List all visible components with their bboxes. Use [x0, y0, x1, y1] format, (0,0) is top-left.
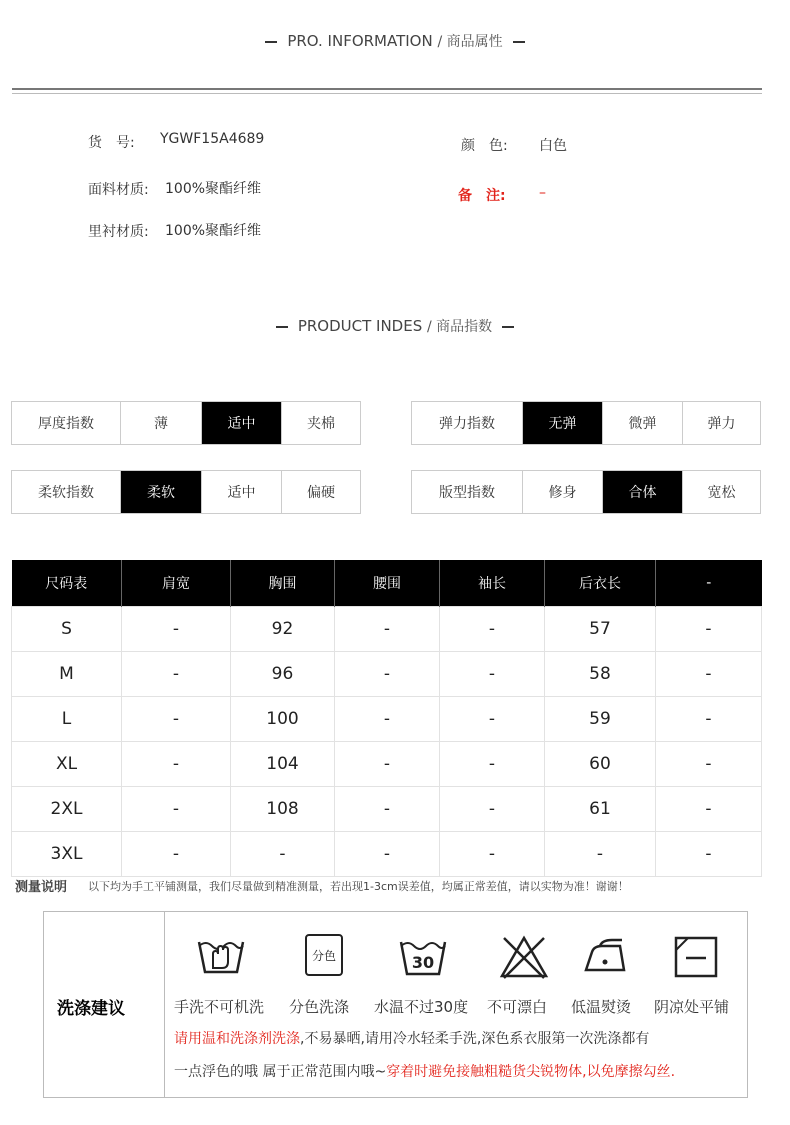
- item-no-label: 货 号:: [88, 135, 135, 151]
- divider: [164, 912, 165, 1097]
- wash-line2-red: 穿着时避免接触粗糙货尖锐物体,以免摩擦勾丝.: [386, 1064, 676, 1080]
- heading-en: PRODUCT INDES: [297, 317, 423, 335]
- column-header: 腰围: [335, 560, 440, 607]
- measure-note-text: 以下均为手工平铺测量，我们尽量做到精准测量，若出现1-3cm误差值，均属正常差值，请以实物为准！谢谢！: [88, 880, 629, 893]
- wash-30-badge: 30: [411, 953, 435, 972]
- heading-dash: [513, 41, 525, 43]
- table-cell: 3XL: [12, 832, 122, 877]
- wash-instructions-line1: [174, 1028, 649, 1048]
- wash-label: 不可漂白: [487, 998, 548, 1016]
- table-cell: 100: [231, 697, 335, 742]
- separate-color-badge: 分色: [305, 934, 343, 976]
- column-header: 袖长: [440, 560, 545, 607]
- wash-line1-black: ,不易暴晒,请用冷水轻柔手洗,深色系衣服第一次洗涤都有: [300, 1031, 650, 1047]
- divider: [12, 93, 762, 94]
- table-cell: -: [335, 607, 440, 652]
- remark-label: 备 注:: [458, 188, 506, 204]
- fit-option: 宽松: [707, 485, 736, 501]
- table-cell: -: [122, 607, 231, 652]
- table-row: [12, 652, 762, 697]
- heading-dash: [276, 326, 288, 328]
- wash-30-icon: [398, 934, 448, 980]
- table-row: [12, 607, 762, 652]
- no-bleach-icon: [499, 934, 549, 980]
- table-cell: -: [656, 652, 762, 697]
- thickness-option: 夹棉: [307, 416, 335, 432]
- table-row: [12, 742, 762, 787]
- column-header: 肩宽: [122, 560, 231, 607]
- wash-label: 水温不过30度: [374, 998, 469, 1016]
- column-header: 尺码表: [12, 560, 122, 607]
- column-header: 胸围: [231, 560, 335, 607]
- table-cell: 108: [231, 787, 335, 832]
- thickness-option: 薄: [121, 402, 202, 444]
- wash-label: 手洗不可机洗: [174, 998, 265, 1016]
- wash-line1-red: 请用温和洗涤剂洗涤: [174, 1031, 300, 1047]
- color-value: 白色: [539, 138, 567, 154]
- measure-note-title: 测量说明: [15, 880, 68, 895]
- elasticity-option: 弹力: [707, 416, 736, 432]
- table-cell: -: [656, 832, 762, 877]
- table-cell: 60: [545, 742, 656, 787]
- lining-label: 里衬材质:: [88, 224, 149, 240]
- elasticity-index: [411, 401, 761, 445]
- heading-dash: [265, 41, 277, 43]
- size-table-header: [12, 560, 762, 607]
- table-cell: -: [656, 742, 762, 787]
- table-cell: -: [122, 832, 231, 877]
- table-cell: 57: [545, 607, 656, 652]
- wash-title: 洗涤建议: [57, 994, 125, 1019]
- fit-index-label: 版型指数: [412, 471, 523, 513]
- thickness-index-label: 厚度指数: [12, 402, 121, 444]
- table-cell: M: [12, 652, 122, 697]
- table-cell: -: [440, 742, 545, 787]
- softness-option-selected: 柔软: [121, 471, 202, 513]
- elasticity-option: 微弹: [603, 402, 683, 444]
- table-cell: 104: [231, 742, 335, 787]
- heading-dash: [502, 326, 514, 328]
- table-cell: 59: [545, 697, 656, 742]
- wash-label: 阴凉处平铺: [654, 998, 730, 1016]
- color-label: 颜 色:: [461, 138, 508, 154]
- table-cell: XL: [12, 742, 122, 787]
- fabric-value: 100%聚酯纤维: [165, 181, 262, 197]
- elasticity-index-label: 弹力指数: [412, 402, 523, 444]
- table-cell: -: [440, 787, 545, 832]
- table-cell: -: [335, 832, 440, 877]
- table-cell: L: [12, 697, 122, 742]
- table-cell: -: [440, 832, 545, 877]
- fit-option: 修身: [523, 471, 603, 513]
- table-cell: 2XL: [12, 787, 122, 832]
- softness-index-label: 柔软指数: [12, 471, 121, 513]
- column-header: 后衣长: [545, 560, 656, 607]
- wash-label: 分色洗涤: [289, 998, 350, 1016]
- table-row: [12, 697, 762, 742]
- wash-instructions-line2: [174, 1061, 675, 1081]
- elasticity-option-selected: 无弹: [523, 402, 603, 444]
- table-cell: -: [335, 742, 440, 787]
- heading-en: PRO. INFORMATION: [287, 32, 433, 50]
- table-cell: -: [335, 652, 440, 697]
- table-cell: -: [122, 697, 231, 742]
- section-heading-index: [0, 316, 790, 336]
- lining-value: 100%聚酯纤维: [165, 223, 262, 239]
- table-cell: -: [440, 607, 545, 652]
- fabric-label: 面料材质:: [88, 182, 149, 198]
- fit-option-selected: 合体: [603, 471, 683, 513]
- table-cell: 92: [231, 607, 335, 652]
- hand-wash-icon: [196, 934, 246, 980]
- table-cell: 58: [545, 652, 656, 697]
- table-cell: -: [545, 832, 656, 877]
- table-row: [12, 787, 762, 832]
- separate-color-icon: [305, 934, 341, 974]
- table-cell: 96: [231, 652, 335, 697]
- shade-dry-flat-icon: [672, 934, 722, 980]
- column-header: -: [656, 560, 762, 607]
- table-cell: -: [656, 787, 762, 832]
- wash-line2-black: 一点浮色的哦 属于正常范围内哦~: [174, 1064, 387, 1080]
- table-cell: -: [656, 607, 762, 652]
- table-cell: 61: [545, 787, 656, 832]
- table-cell: -: [440, 697, 545, 742]
- table-cell: S: [12, 607, 122, 652]
- size-table: [11, 560, 762, 877]
- table-cell: -: [335, 787, 440, 832]
- fit-index: [411, 470, 761, 514]
- wash-advice-box: [43, 911, 748, 1098]
- table-cell: -: [122, 652, 231, 697]
- table-cell: -: [122, 787, 231, 832]
- section-heading-info: [0, 31, 790, 51]
- table-cell: -: [656, 697, 762, 742]
- table-cell: -: [335, 697, 440, 742]
- softness-option: 适中: [202, 471, 282, 513]
- heading-zh: / 商品指数: [427, 319, 493, 335]
- heading-zh: / 商品属性: [437, 34, 503, 50]
- thickness-index: [11, 401, 361, 445]
- low-iron-icon: [582, 934, 632, 980]
- remark-value: –: [539, 185, 546, 201]
- item-no-value: YGWF15A4689: [160, 131, 265, 147]
- table-row: [12, 832, 762, 877]
- thickness-option-selected: 适中: [202, 402, 282, 444]
- table-cell: -: [122, 742, 231, 787]
- wash-label: 低温熨烫: [571, 998, 632, 1016]
- table-cell: -: [231, 832, 335, 877]
- softness-option: 偏硬: [307, 485, 335, 501]
- softness-index: [11, 470, 361, 514]
- table-cell: -: [440, 652, 545, 697]
- divider: [12, 88, 762, 90]
